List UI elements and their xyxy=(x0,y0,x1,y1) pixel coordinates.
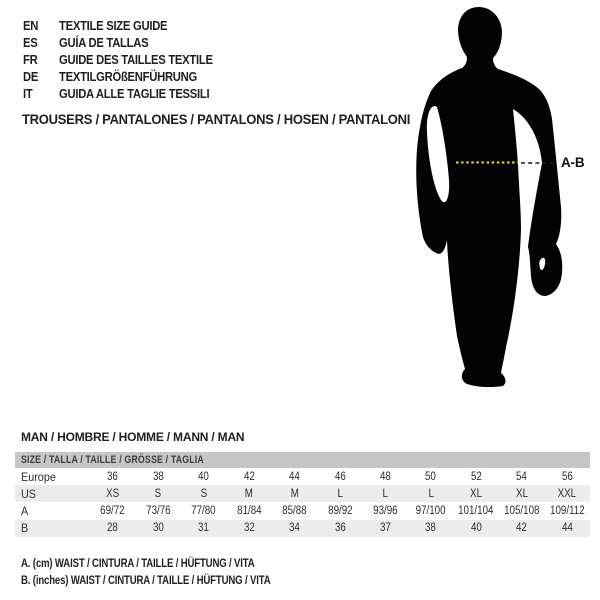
size-value-cell: 89/92 xyxy=(327,504,353,517)
size-value-cell: 56 xyxy=(561,470,573,483)
size-table-row xyxy=(15,502,590,519)
language-code-de: DE xyxy=(23,70,39,85)
language-title-en: TEXTILE SIZE GUIDE xyxy=(59,18,168,33)
footnotes xyxy=(21,555,333,588)
size-value-cell: 36 xyxy=(334,522,346,535)
size-value-cell: XS xyxy=(106,487,120,500)
size-value-cell: XL xyxy=(515,487,528,500)
size-value-cell: L xyxy=(337,487,343,500)
size-value-cell: 38 xyxy=(425,522,437,535)
size-value-cell: 46 xyxy=(334,470,346,483)
size-value-cell: S xyxy=(154,487,162,500)
size-value-cell: 50 xyxy=(425,470,437,483)
language-list xyxy=(23,17,234,103)
size-value-cell: 31 xyxy=(198,522,210,535)
size-value-cell: 44 xyxy=(289,470,300,483)
footnote-a-cm: A. (cm) WAIST / CINTURA / TAILLE / HÜFTUNG / VITA xyxy=(21,556,255,570)
size-value-cell: 40 xyxy=(198,470,210,483)
language-code-fr: FR xyxy=(23,52,38,67)
size-value-cell: 105/108 xyxy=(503,504,540,517)
row-label: Europe xyxy=(21,469,56,484)
size-value-cell: 52 xyxy=(470,470,482,483)
language-title-it: GUIDA ALLE TAGLIE TESSILI xyxy=(59,87,210,102)
language-title-es: GUÍA DE TALLAS xyxy=(59,35,149,50)
footnote-b-inches: B. (inches) WAIST / CINTURA / TAILLE / HÜFTUNG / VITA xyxy=(21,572,271,587)
size-value-cell: 77/80 xyxy=(191,504,216,517)
size-value-cell: 34 xyxy=(289,522,300,535)
size-table xyxy=(15,452,590,537)
size-value-cell: 93/96 xyxy=(373,504,398,517)
gender-section-title: MAN / HOMBRE / HOMME / MANN / MAN xyxy=(21,430,245,444)
language-code-es: ES xyxy=(23,35,38,50)
row-label: A xyxy=(21,503,29,518)
language-row-de xyxy=(23,69,213,86)
size-value-cell: 97/100 xyxy=(415,504,446,517)
size-value-cell: M xyxy=(290,487,299,500)
size-value-cell: 42 xyxy=(516,522,528,535)
language-code-it: IT xyxy=(23,87,33,102)
size-value-cell: 42 xyxy=(243,470,255,483)
waist-measure-label: A-B xyxy=(561,155,585,170)
size-value-cell: 48 xyxy=(379,470,391,483)
size-value-cell: 28 xyxy=(107,522,119,535)
language-row-it xyxy=(23,86,213,103)
row-label: B xyxy=(21,521,29,536)
size-value-cell: L xyxy=(382,487,389,500)
language-title-fr: GUIDE DES TAILLES TEXTILE xyxy=(59,52,213,67)
size-value-cell: L xyxy=(428,487,434,500)
size-value-cell: 38 xyxy=(152,470,164,483)
size-table-header xyxy=(15,452,590,468)
size-table-row xyxy=(15,520,590,537)
language-row-es xyxy=(23,34,213,51)
size-table-row xyxy=(15,468,590,485)
size-value-cell: 30 xyxy=(152,522,164,535)
man-silhouette xyxy=(416,7,562,387)
row-label: US xyxy=(21,486,37,501)
size-table-rows xyxy=(15,468,590,537)
size-value-cell: 73/76 xyxy=(145,504,171,517)
size-value-cell: M xyxy=(244,487,254,500)
language-code-en: EN xyxy=(23,18,39,33)
language-title-de: TEXTILGRÖßENFÜHRUNG xyxy=(59,70,197,85)
size-value-cell: 40 xyxy=(470,522,482,535)
garment-types-line: TROUSERS / PANTALONES / PANTALONS / HOSEN / PANTALONI xyxy=(22,111,411,127)
size-table-header-text: SIZE / TALLA / TAILLE / GRÖSSE / TAGLIA xyxy=(21,454,204,466)
size-value-cell: 69/72 xyxy=(100,504,125,517)
language-row-en xyxy=(23,17,213,34)
size-table-row xyxy=(15,485,590,502)
size-value-cell: 32 xyxy=(243,522,255,535)
size-value-cell: 44 xyxy=(561,522,573,535)
size-value-cell: XL xyxy=(470,487,483,500)
size-value-cell: XXL xyxy=(557,487,577,500)
size-value-cell: 101/104 xyxy=(458,504,494,517)
size-value-cell: 109/112 xyxy=(549,504,585,517)
size-value-cell: S xyxy=(200,487,207,500)
language-row-fr xyxy=(23,51,213,68)
size-value-cell: 81/84 xyxy=(236,504,262,517)
size-value-cell: 36 xyxy=(107,470,119,483)
size-value-cell: 54 xyxy=(516,470,528,483)
size-value-cell: 85/88 xyxy=(282,504,307,517)
man-silhouette-figure xyxy=(400,0,600,400)
size-value-cell: 37 xyxy=(379,522,391,535)
